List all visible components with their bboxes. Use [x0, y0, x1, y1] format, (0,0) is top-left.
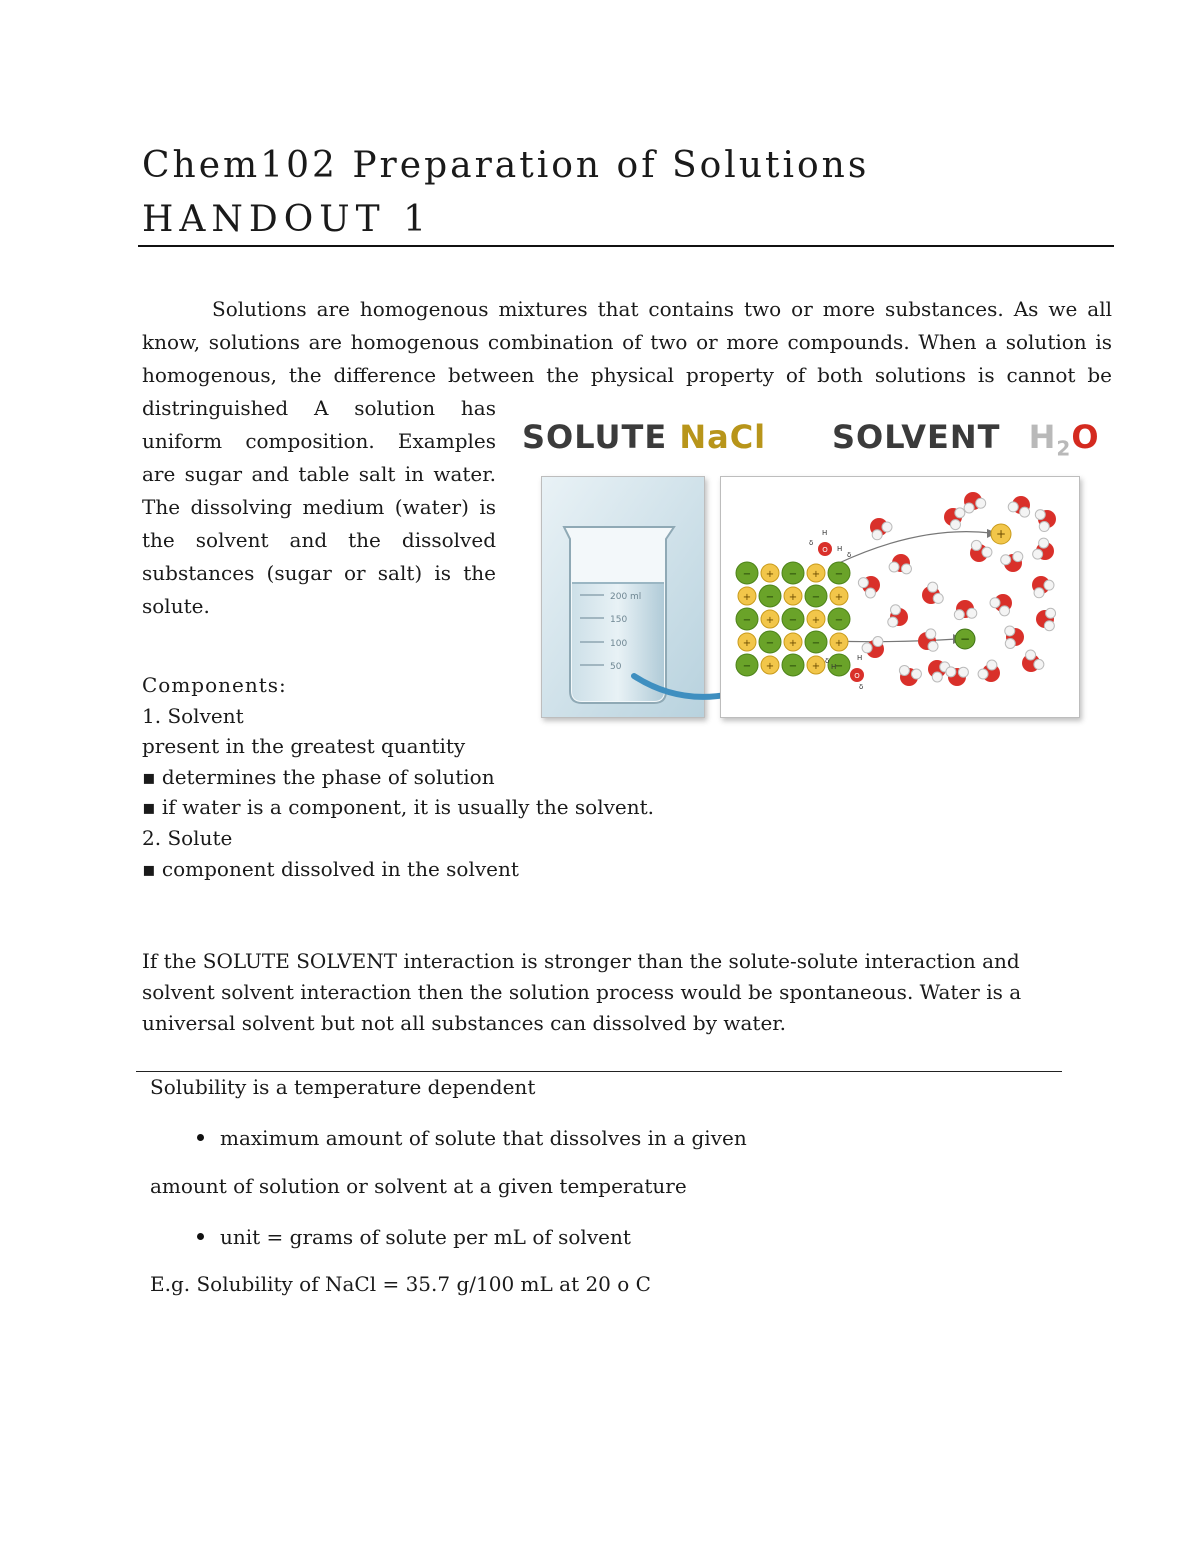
ion-charge: + [811, 569, 821, 580]
ion-charge: + [834, 638, 844, 649]
water-hydrogen [1034, 659, 1044, 669]
water-hydrogen [928, 641, 938, 651]
water-hydrogen [889, 562, 899, 572]
ion-charge: − [834, 661, 844, 672]
water-hydrogen [872, 530, 882, 540]
intro-col-line: distringuished A solution has [142, 396, 496, 420]
water-molecule [899, 665, 921, 686]
beaker-mark-150: 150 [610, 615, 628, 625]
components-heading: Components: [142, 673, 287, 697]
water-hydrogen [967, 608, 977, 618]
water-hydrogen [982, 547, 992, 557]
water-hydrogen [1005, 626, 1015, 636]
water-hydrogen [946, 667, 956, 677]
water-hydrogen [964, 503, 974, 513]
beaker-mark-100: 100 [610, 639, 628, 649]
page-subtitle: HANDOUT 1 [142, 199, 432, 240]
partial-charge: δ [847, 551, 852, 559]
intro-line: homogenous, the difference between the physical property of both solutions is cannot be [142, 363, 1112, 387]
water-hydrogen [926, 629, 936, 639]
dissolution-diagram [721, 477, 1079, 717]
dissolution-panel [720, 476, 1080, 718]
ion-charge: + [742, 638, 752, 649]
beaker-mark-200: 200 ml [610, 592, 642, 602]
water-molecule [1033, 538, 1054, 560]
ion-charge: − [959, 632, 971, 646]
bullet-icon [197, 1233, 204, 1240]
water-molecule [1008, 496, 1030, 517]
water-molecule [1005, 626, 1024, 649]
ion-charge: + [788, 638, 798, 649]
water-molecule [918, 629, 938, 651]
water-hydrogen [1020, 507, 1030, 517]
intro-paragraph [142, 293, 1112, 392]
solvent-formula-sub: 2 [1056, 436, 1072, 461]
water-hydrogen [1000, 606, 1010, 616]
solubility-example: E.g. Solubility of NaCl = 35.7 g/100 mL at 20 o C [150, 1272, 651, 1296]
water-hydrogen [1026, 650, 1036, 660]
water-hydrogen [858, 578, 868, 588]
atom-label: H [837, 545, 843, 553]
interaction-paragraph [142, 946, 1072, 1039]
list-item: ▪ if water is a component, it is usually the solvent. [142, 795, 655, 820]
water-hydrogen [958, 667, 968, 677]
paragraph-line: universal solvent but not all substances can dissolved by water. [142, 1011, 787, 1035]
beaker-mark-50: 50 [610, 662, 622, 672]
figure-solvent-heading [832, 418, 1100, 460]
water-hydrogen [950, 520, 960, 530]
intro-col-line: The dissolving medium (water) is [142, 495, 496, 519]
atom-label: H [831, 663, 837, 671]
water-hydrogen [891, 605, 901, 615]
water-hydrogen [978, 669, 988, 679]
water-hydrogen [862, 643, 872, 653]
water-hydrogen [955, 508, 965, 518]
solute-label: SOLUTE [522, 418, 668, 456]
solvent-formula-o: O [1071, 418, 1100, 456]
water-molecule [922, 582, 943, 604]
water-hydrogen [932, 672, 942, 682]
water-molecule [889, 554, 911, 574]
attraction-arrow [839, 532, 991, 563]
ion-charge: − [742, 661, 752, 672]
water-hydrogen [1033, 549, 1043, 559]
bullet-icon [197, 1134, 204, 1141]
water-molecule [1035, 510, 1056, 532]
atom-label: O [854, 672, 860, 680]
water-molecule [858, 576, 880, 598]
water-hydrogen [911, 669, 921, 679]
intro-col-line: uniform composition. Examples [142, 429, 496, 453]
components-list [142, 670, 654, 884]
atom-label: H [857, 654, 863, 662]
water-molecule [870, 518, 892, 540]
ion-charge: − [834, 615, 844, 626]
water-hydrogen [1035, 510, 1045, 520]
paragraph-line: If the SOLUTE SOLVENT interaction is stronger than the solute-solute interaction and [142, 949, 1020, 973]
ion-charge: + [765, 569, 775, 580]
water-hydrogen [888, 617, 898, 627]
partial-charge: δ [809, 539, 814, 547]
partial-charge: δ [859, 683, 864, 691]
water-molecule [964, 492, 986, 513]
solubility-line: amount of solution or solvent at a given temperature [150, 1174, 687, 1198]
list-item: 1. Solvent [142, 703, 244, 728]
partial-charge: δ [825, 657, 830, 665]
water-hydrogen [990, 598, 1000, 608]
ion-charge: − [765, 592, 775, 603]
water-hydrogen [933, 593, 943, 603]
water-hydrogen [882, 522, 892, 532]
water-molecule [970, 540, 992, 562]
list-item: ▪ determines the phase of solution [142, 764, 495, 789]
intro-line: know, solutions are homogenous combination of two or more compounds. When a solution is [142, 330, 1112, 354]
water-hydrogen [901, 564, 911, 574]
ion-charge: − [788, 615, 798, 626]
list-item: ▪ component dissolved in the solvent [142, 856, 519, 881]
water-molecule [1036, 608, 1056, 630]
ion-charge: + [811, 661, 821, 672]
intro-column-text [142, 392, 496, 623]
solubility-bullet: unit = grams of solute per mL of solvent [220, 1225, 631, 1249]
ion-charge: − [811, 592, 821, 603]
water-molecule [1001, 552, 1023, 572]
ion-charge: + [995, 527, 1007, 541]
ion-charge: + [811, 615, 821, 626]
water-molecule [1022, 650, 1044, 672]
solvent-formula-h: H [1028, 418, 1057, 456]
ion-charge: − [788, 569, 798, 580]
water-hydrogen [1013, 552, 1023, 562]
ion-charge: + [834, 592, 844, 603]
water-molecule [862, 637, 884, 658]
page-title: Chem102 Preparation of Solutions [142, 145, 870, 186]
water-hydrogen [954, 610, 964, 620]
water-hydrogen [976, 498, 986, 508]
title-divider [138, 245, 1114, 247]
water-hydrogen [873, 637, 883, 647]
solubility-bullet: maximum amount of solute that dissolves in a given [220, 1126, 747, 1150]
water-hydrogen [1046, 608, 1056, 618]
ion-charge: + [742, 592, 752, 603]
list-item: 2. Solute [142, 825, 233, 850]
atom-label: H [822, 529, 828, 537]
water-hydrogen [865, 588, 875, 598]
intro-col-line: the solvent and the dissolved [142, 528, 496, 552]
ion-charge: − [811, 638, 821, 649]
water-molecule [990, 594, 1012, 616]
water-molecule [944, 508, 965, 530]
solubility-line: Solubility is a temperature dependent [150, 1075, 536, 1099]
water-molecule [1032, 576, 1054, 598]
ion-charge: + [765, 661, 775, 672]
figure-solute-heading [522, 418, 766, 456]
attraction-arrow [831, 639, 957, 642]
water-molecule [946, 667, 969, 686]
intro-col-line: are sugar and table salt in water. [142, 462, 496, 486]
water-hydrogen [1034, 588, 1044, 598]
ion-charge: − [834, 569, 844, 580]
water-hydrogen [1008, 502, 1018, 512]
water-hydrogen [1039, 538, 1049, 548]
ion-charge: − [765, 638, 775, 649]
paragraph-line: solvent solvent interaction then the solution process would be spontaneous. Water is a [142, 980, 1022, 1004]
water-hydrogen [1044, 580, 1054, 590]
water-molecule [978, 660, 1000, 682]
water-hydrogen [1039, 522, 1049, 532]
water-hydrogen [1001, 555, 1011, 565]
water-hydrogen [899, 665, 909, 675]
ion-charge: − [742, 615, 752, 626]
water-molecule [954, 600, 976, 620]
water-hydrogen [928, 582, 938, 592]
ion-charge: − [742, 569, 752, 580]
ion-charge: + [765, 615, 775, 626]
water-hydrogen [987, 660, 997, 670]
intro-col-line: substances (sugar or salt) is the [142, 561, 496, 585]
water-molecule [888, 605, 908, 627]
intro-line: Solutions are homogenous mixtures that contains two or more substances. As we all [212, 297, 1112, 321]
water-hydrogen [1044, 621, 1054, 631]
solute-formula: NaCl [679, 418, 767, 456]
list-item: present in the greatest quantity [142, 734, 466, 759]
water-hydrogen [1005, 638, 1015, 648]
water-hydrogen [971, 540, 981, 550]
ion-charge: + [788, 592, 798, 603]
atom-label: O [822, 546, 828, 554]
intro-col-line: solute. [142, 594, 210, 618]
solvent-label: SOLVENT [832, 418, 1001, 456]
ion-charge: − [788, 661, 798, 672]
